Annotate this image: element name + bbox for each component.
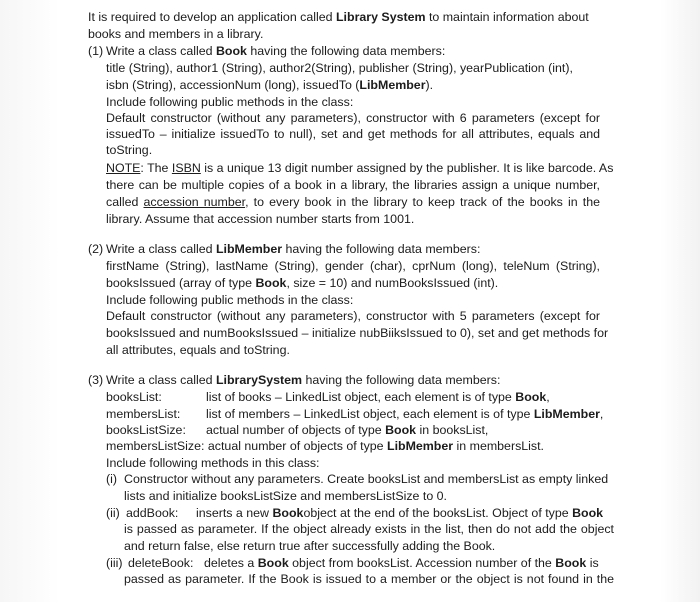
intro-text: to maintain information about <box>425 10 589 24</box>
section-number: (2) <box>88 242 104 256</box>
heading-text: having the following data members: <box>246 44 446 58</box>
field-desc: in membersList. <box>453 439 544 453</box>
item-number: (ii) <box>106 506 120 520</box>
note-text: is a unique 13 digit number assigned by the publisher. It is like barcode. As <box>200 161 614 175</box>
item-number: (i) <box>106 472 118 486</box>
field-desc: , <box>599 407 604 421</box>
method-name: addBook: <box>126 506 179 520</box>
members-text: , size = 10) and numBooksIssued (int). <box>286 276 499 290</box>
s2-methods-line-1: Default constructor (without any parameters), constructor with 5 parameters (except for <box>106 309 600 323</box>
class-name: Book <box>257 556 289 570</box>
item-text: object from booksList. Accession number of the <box>288 556 556 570</box>
note-label: NOTE <box>106 161 141 175</box>
field-label: booksList: <box>106 390 162 404</box>
s3-field-members-list <box>106 406 603 423</box>
note-text: : The <box>140 161 172 175</box>
s1-note-line-1 <box>106 160 614 177</box>
class-name: Book <box>572 506 604 520</box>
accession-number-term: accession number <box>143 195 246 209</box>
class-name: Book <box>515 390 547 404</box>
s1-methods-line-3: toString. <box>106 143 153 157</box>
heading-text: having the following data members: <box>302 373 501 387</box>
class-name: Book <box>255 276 287 290</box>
item-number: (iii) <box>106 556 123 570</box>
field-desc: actual number of objects of type <box>206 423 386 437</box>
section-number: (1) <box>88 44 104 58</box>
members-text: ). <box>425 78 434 92</box>
field-label: membersList: <box>106 407 181 421</box>
s3-field-books-list <box>106 389 550 406</box>
method-name: deleteBook: <box>128 556 194 570</box>
app-name: Library System <box>335 10 426 24</box>
item-text: Constructor without any parameters. Create booksList and membersList as empty linked <box>124 472 609 486</box>
s1-note-line-4: library. Assume that accession number starts from 1001. <box>106 212 415 226</box>
members-text: booksIssued (array of type <box>106 276 256 290</box>
section-number: (3) <box>88 373 104 387</box>
heading-text: Write a class called <box>106 44 216 58</box>
item-text: inserts a new <box>196 506 273 520</box>
heading-text: having the following data members: <box>282 242 481 256</box>
isbn-term: ISBN <box>171 161 201 175</box>
field-desc: membersListSize: actual number of objects of type <box>106 439 387 453</box>
s3-item-ii-line-1 <box>106 505 603 522</box>
section-2-heading <box>88 241 480 258</box>
members-text: isbn (String), accessionNum (long), issuedTo ( <box>106 78 360 92</box>
s3-methods-intro: Include following methods in this class: <box>106 456 320 470</box>
item-text: deletes a <box>204 556 258 570</box>
s3-field-books-list-size <box>106 422 488 439</box>
s2-members-line-2 <box>106 275 498 292</box>
s3-item-ii-line-3: and return false, else return true after successfully adding the Book. <box>124 539 496 553</box>
class-name: Book <box>385 423 417 437</box>
class-name: LibMember <box>533 407 600 421</box>
field-desc: in booksList, <box>416 423 489 437</box>
class-name: Book <box>555 556 587 570</box>
s2-methods-line-2: booksIssued and numBooksIssued – initialize nubBiiksIssued to 0), set and get methods for <box>106 326 609 340</box>
field-label: booksListSize: <box>106 423 186 437</box>
s1-note-line-2: there can be multiple copies of a book in a library, the libraries assign a unique number, <box>106 178 600 192</box>
field-desc: , <box>546 390 550 404</box>
field-desc: list of books – LinkedList object, each element is of type <box>206 390 516 404</box>
s2-members-line-1: firstName (String), lastName (String), gender (char), cprNum (long), teleNum (String), <box>106 259 600 273</box>
class-name: LibMember <box>359 78 426 92</box>
s1-members-line-2 <box>106 77 433 94</box>
s3-item-iii-line-1 <box>106 555 599 572</box>
section-3-heading <box>88 372 500 389</box>
s2-methods-intro: Include following public methods in the class: <box>106 293 354 307</box>
s2-methods-line-3: all attributes, equals and toString. <box>106 343 290 357</box>
class-name: Book <box>272 506 304 520</box>
note-text: called <box>106 195 144 209</box>
class-name: Book <box>215 44 247 58</box>
note-text: , to every book in the library to keep track of the books in the <box>245 195 600 209</box>
s3-item-ii-line-2: is passed as parameter. If the object already exists in the list, then do not add the object <box>124 522 614 536</box>
item-text: is <box>586 556 599 570</box>
s1-methods-line-1: Default constructor (without any parameters), constructor with 6 parameters (except for <box>106 111 600 125</box>
s1-methods-intro: Include following public methods in the class: <box>106 95 354 109</box>
class-name: LibrarySystem <box>215 373 303 387</box>
s3-field-members-list-size <box>106 438 544 455</box>
intro-line-2: books and members in a library. <box>88 27 264 41</box>
s1-members-line-1: title (String), author1 (String), author2(String), publisher (String), yearPublication (int), <box>106 61 573 75</box>
intro-text: It is required to develop an application called <box>88 10 336 24</box>
heading-text: Write a class called <box>106 242 216 256</box>
s1-note-line-3 <box>106 194 600 211</box>
class-name: LibMember <box>387 439 454 453</box>
intro-line-1 <box>88 9 589 26</box>
s3-item-i-line-2: lists and initialize booksListSize and membersListSize to 0. <box>124 489 447 503</box>
class-name: LibMember <box>215 242 283 256</box>
item-text: object at the end of the booksList. Object of type <box>303 506 573 520</box>
heading-text: Write a class called <box>106 373 216 387</box>
section-1-heading <box>88 43 445 60</box>
s3-item-i-line-1 <box>106 471 608 488</box>
s1-methods-line-2: issuedTo – initialize issuedTo to null), set and get methods for all attributes, equals and <box>106 127 600 141</box>
s3-item-iii-line-2: passed as parameter. If the Book is issued to a member or the object is not found in the <box>124 572 614 586</box>
field-desc: list of members – LinkedList object, each element is of type <box>206 407 534 421</box>
